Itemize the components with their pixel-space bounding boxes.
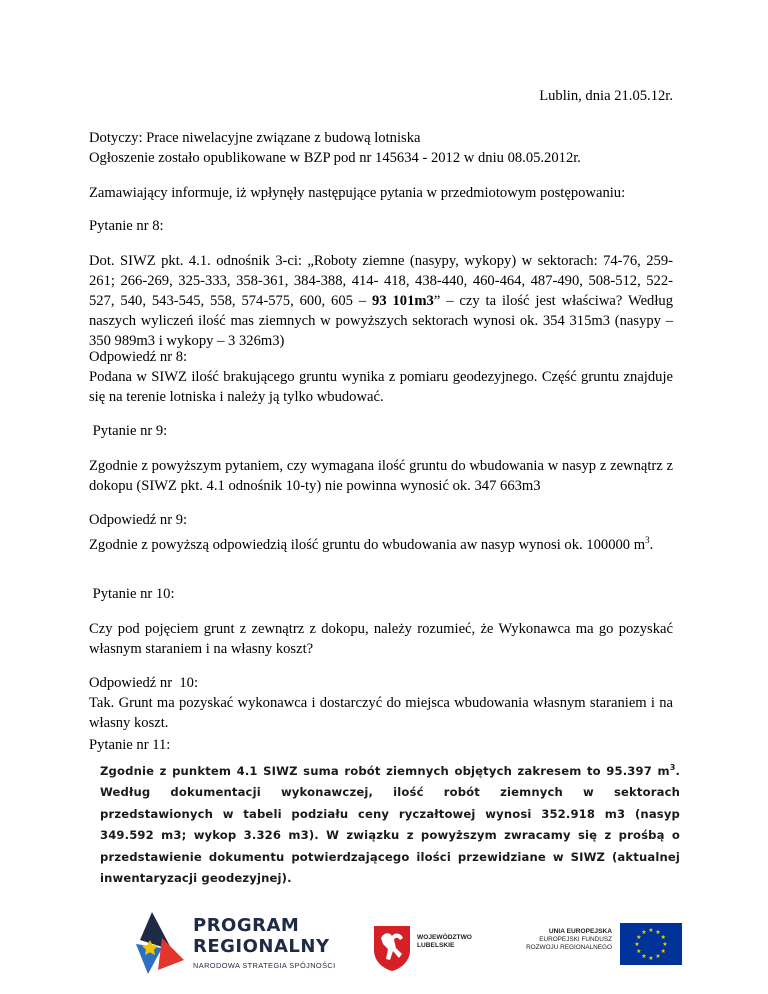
subject-line: Dotyczy: Prace niwelacyjne związane z budową lotniska (89, 130, 421, 146)
question-10-heading: Pytanie nr 10: (89, 586, 175, 602)
question-8-text (89, 251, 673, 351)
svg-text:★: ★ (648, 955, 654, 962)
eu-line-1-text: UNIA EUROPEJSKA (548, 928, 612, 935)
question-11-scanned-text (100, 757, 680, 890)
svg-text:★: ★ (648, 927, 654, 934)
svg-text:★: ★ (662, 941, 668, 948)
question-9-text: Zgodnie z powyższym pytaniem, czy wymagana ilość gruntu do wbudowania w nasyp z zewnątrz z dokopu (SIWZ pkt. 4.1 odnośnik 10-ty) nie powinna wynosić ok. 347 663m3 (89, 458, 673, 494)
program-line-2: REGIONALNY (193, 936, 330, 957)
svg-text:★: ★ (660, 933, 666, 941)
program-line-3: NARODOWA STRATEGIA SPÓJNOŚCI (193, 961, 336, 970)
svg-text:★: ★ (641, 953, 647, 960)
question-8-heading: Pytanie nr 8: (89, 218, 164, 234)
announcement-line: Ogłoszenie zostało opublikowane w BZP pod nr 145634 - 2012 w dniu 08.05.2012r. (89, 150, 581, 166)
wojewodztwo-text (417, 934, 472, 950)
wojewodztwo-line-1: WOJEWÓDZTWO (417, 934, 472, 941)
question-11-scan-part1: Zgodnie z punktem 4.1 SIWZ suma robót ziemnych objętych zakresem to 95.397 m (100, 763, 670, 778)
answer-9-heading: Odpowiedź nr 9: (89, 512, 188, 528)
eu-line-2: EUROPEJSKI FUNDUSZ (539, 936, 612, 943)
svg-text:★: ★ (641, 928, 647, 936)
info-line: Zamawiający informuje, iż wpłynęły następujące pytania w przedmiotowym postępowaniu: (89, 185, 626, 201)
eu-fund-text (510, 928, 612, 952)
svg-text:★: ★ (655, 953, 661, 960)
eu-flag-icon (620, 923, 682, 965)
answer-10-heading: Odpowiedź nr 10: (89, 675, 199, 691)
lubelskie-coat-of-arms-icon (372, 924, 412, 972)
subject-block (89, 128, 673, 168)
question-11-scan-superscript: 3 (669, 763, 676, 772)
question-8-text-part1: Dot. SIWZ pkt. 4.1. odnośnik 3-ci: „Roboty ziemne (nasypy, wykopy) w sektorach: 74-76, 259-261; 266-269, 325-333, 358-361, 384-388, 414- 418, 438-440, 460-464, 487-490, 508-512, 522-527, 540, 543-545, 558, 574-575, 600, 605 – (89, 253, 673, 309)
program-line-1: PROGRAM (193, 915, 300, 936)
question-10-text: Czy pod pojęciem grunt z zewnątrz z dokopu, należy rozumieć, że Wykonawca ma go pozyskać własnym staraniem i na własny koszt? (89, 621, 673, 657)
date-line: Lublin, dnia 21.05.12r. (539, 88, 673, 104)
answer-8-text: Podana w SIWZ ilość brakującego gruntu wynika z pomiaru geodezyjnego. Część gruntu znajduje się na terenie lotniska i należy ją tylko wbudować. (89, 369, 673, 405)
eu-line-3: ROZWOJU REGIONALNEGO (526, 944, 612, 951)
answer-9-superscript: 3 (645, 535, 650, 545)
eu-line-1 (510, 928, 612, 936)
answer-10-text: Tak. Grunt ma pozyskać wykonawca i dostarczyć do miejsca wbudowania własnym staraniem i na własny koszt. (89, 695, 673, 731)
answer-9-body: Zgodnie z powyższą odpowiedzią ilość gruntu do wbudowania aw nasyp wynosi ok. 100000 m (89, 536, 646, 553)
question-9-heading: Pytanie nr 9: (89, 423, 168, 439)
svg-text:★: ★ (660, 948, 666, 955)
answer-8-heading: Odpowiedź nr 8: (89, 349, 188, 365)
answer-9-period: . (649, 536, 654, 553)
question-8-bold-value: 93 101m3 (372, 293, 434, 309)
svg-text:★: ★ (636, 948, 642, 955)
svg-text:★: ★ (636, 933, 642, 941)
question-11-heading: Pytanie nr 11: (89, 737, 171, 753)
svg-text:★: ★ (655, 928, 661, 936)
answer-9-text (89, 530, 673, 555)
program-regionalny-logo-icon (132, 910, 190, 976)
svg-text:★: ★ (634, 941, 640, 948)
question-8-text-part2: ” – czy ta ilość jest właściwa? Według naszych wyliczeń ilość mas ziemnych w powyższych sektorach wynosi ok. 354 315m3 (nasypy – 350 989m3 i wykopy – 3 326m3) (89, 293, 673, 349)
question-11-scan-part2: . Według dokumentacji wykonawczej, ilość robót ziemnych w sektorach przedstawionych w tabeli podziału ceny ryczałtowej wynosi 352.918 m3 (nasyp 349.592 m3; wykop 3.326 m3). W związku z powyższym zwracamy się z prośbą o przedstawienie dokumentu potwierdzającego ilości przewidziane w SIWZ (aktualnej inwentaryzacji geodezyjnej). (100, 763, 680, 886)
wojewodztwo-line-2: LUBELSKIE (417, 942, 455, 949)
